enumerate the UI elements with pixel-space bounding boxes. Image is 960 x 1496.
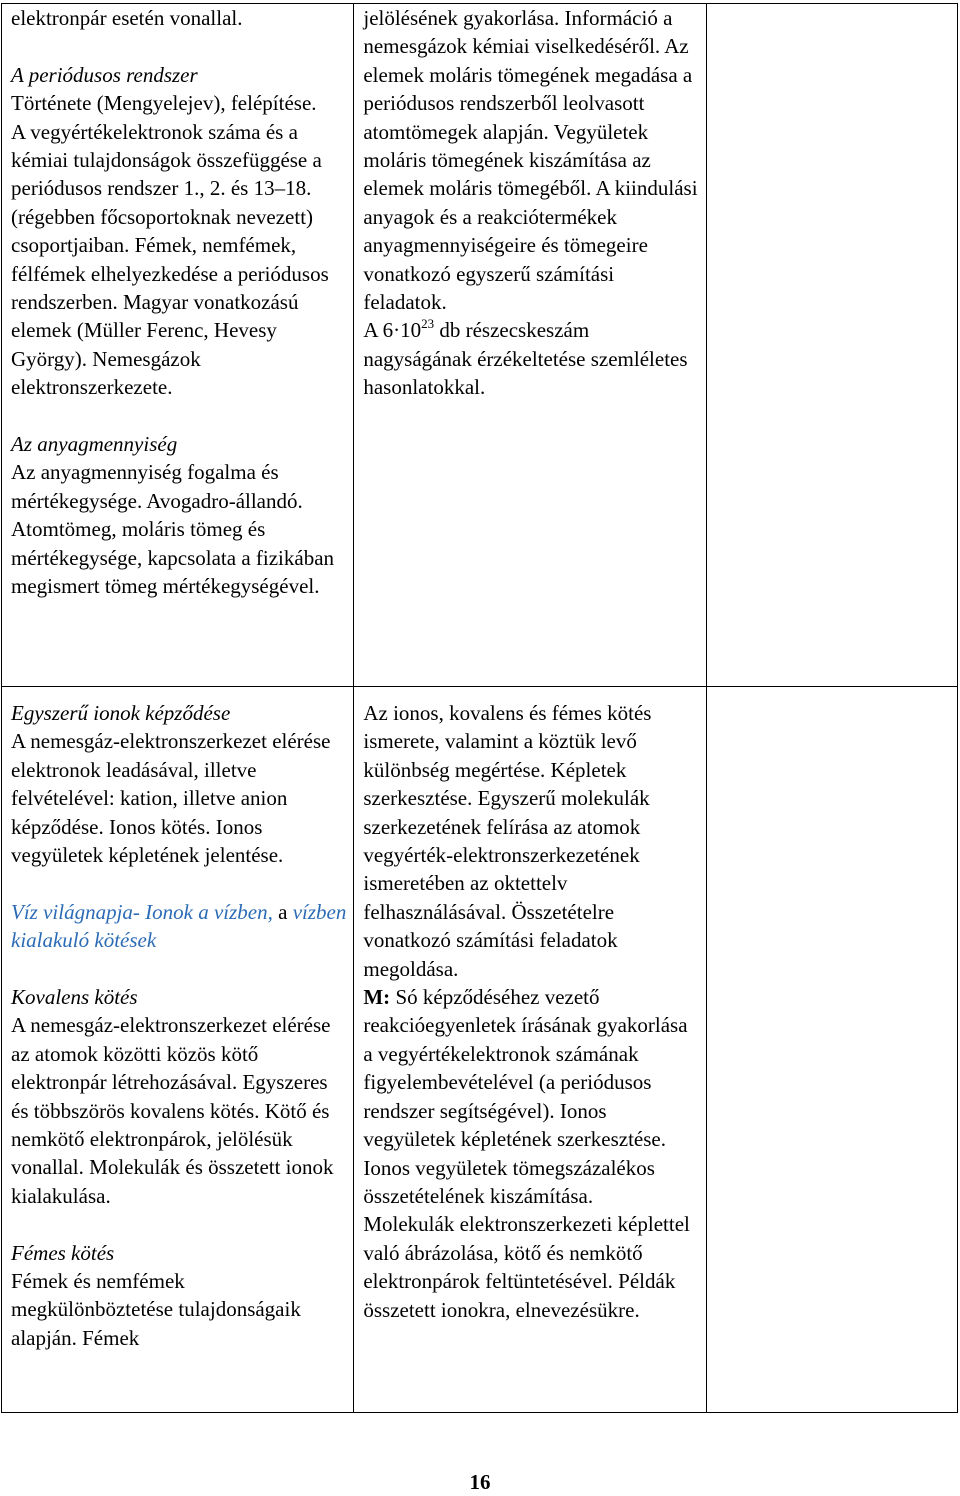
table-row [2,4,958,687]
text-paragraph: Az anyagmennyiség fogalma és mértékegysége. Avogadro-állandó. Atomtömeg, moláris tömeg és mértékegysége, kapcsolata a fizikában megismert tömeg mértékegységével. [11,460,335,599]
text-paragraph: Története (Mengyelejev), felépítése. A vegyértékelektronok száma és a kémiai tulajdonságok összefüggése a periódusos rendszer 1., 2. és 13–18. (régebben főcsoportoknak nevezett) csoportjaiban. Fémek, nemfémek, félfémek elhelyezkedése a periódusos rendszerben. Magyar vonatkozású elemek (Müller Ferenc, Hevesy György). Nemesgázok elektronszerkezete. [11,91,329,400]
section-heading-metallic-bond: Fémes kötés [11,1240,115,1265]
text-paragraph: M: Só képződéséhez vezető reakcióegyenletek írásának gyakorlása a vegyértékelektronok számának figyelembevételével (a periódusos rendszer segítségével). Ionos vegyületek képletének szerkesztése. Ionos vegyületek tömegszázalékos összetételének kiszámítása. [363,985,688,1208]
text-paragraph: Az ionos, kovalens és fémes kötés ismerete, valamint a köztük levő különbség megértése. Képletek szerkesztése. Egyszerű molekulák szerkezetének felírása az atomok vegyérték-elektronszerkezetének ismeretében az oktettelv felhasználásával. Összetételre vonatkozó számítási feladatok megoldása. [363,701,652,981]
activity-cell [354,687,706,1413]
activity-cell [354,4,706,687]
curriculum-table [1,3,958,1413]
page-number: 16 [469,1470,491,1494]
table-row [2,687,958,1413]
content-cell [2,687,354,1413]
text-paragraph: Molekulák elektronszerkezeti képlettel való ábrázolása, kötő és nemkötő elektronpárok feltüntetésével. Példák összetett ionokra, elnevezésükre. [363,1212,690,1322]
empty-cell [706,687,957,1413]
text-paragraph: A $6\cdot 10^{23}$ db részecskeszám nagyságának érzékeltetése szemléletes hasonlatokkal. [363,316,688,400]
text-paragraph: elektronpár esetén vonallal. [11,6,243,30]
section-heading-simple-ions: Egyszerű ionok képződése [11,701,231,725]
text-paragraph: A nemesgáz-elektronszerkezet elérése az atomok közötti közös kötő elektronpár létrehozásával. Egyszeres és többszörös kovalens kötés. Kötő és nemkötő elektronpárok, jelölésük vonallal. Molekulák és összetett ionok kialakulása. [11,1013,334,1208]
text-paragraph: A nemesgáz-elektronszerkezet elérése elektronok leadásával, illetve felvételével: kation, illetve anion képződése. Ionos kötés. Ionos vegyületek képletének jelentése. [11,729,331,868]
text-paragraph: Fémek és nemfémek megkülönböztetése tulajdonságaik alapján. Fémek [11,1269,301,1350]
text-paragraph: jelölésének gyakorlása. Információ a nemesgázok kémiai viselkedéséről. Az elemek moláris tömegének megadása a periódusos rendszerből leolvasott atomtömegek alapján. Vegyületek moláris tömegének kiszámítása az elemek moláris tömegéből. A kiindulási anyagok és a reakciótermékek anyagmennyiségeire és tömegeire vonatkozó egyszerű számítási feladatok. [363,6,698,315]
marker-m: M: [363,985,391,1010]
content-cell [2,4,354,687]
section-heading-covalent-bond: Kovalens kötés [11,985,138,1010]
exponent: 23 [421,316,435,332]
section-heading-periodic-table: A periódusos rendszer [11,62,198,87]
water-day-heading: Víz világnapja- Ionok a vízben, a vízben kialakuló kötések [11,899,347,953]
empty-cell [706,4,957,687]
section-heading-amount-of-substance: Az anyagmennyiség [11,432,178,457]
